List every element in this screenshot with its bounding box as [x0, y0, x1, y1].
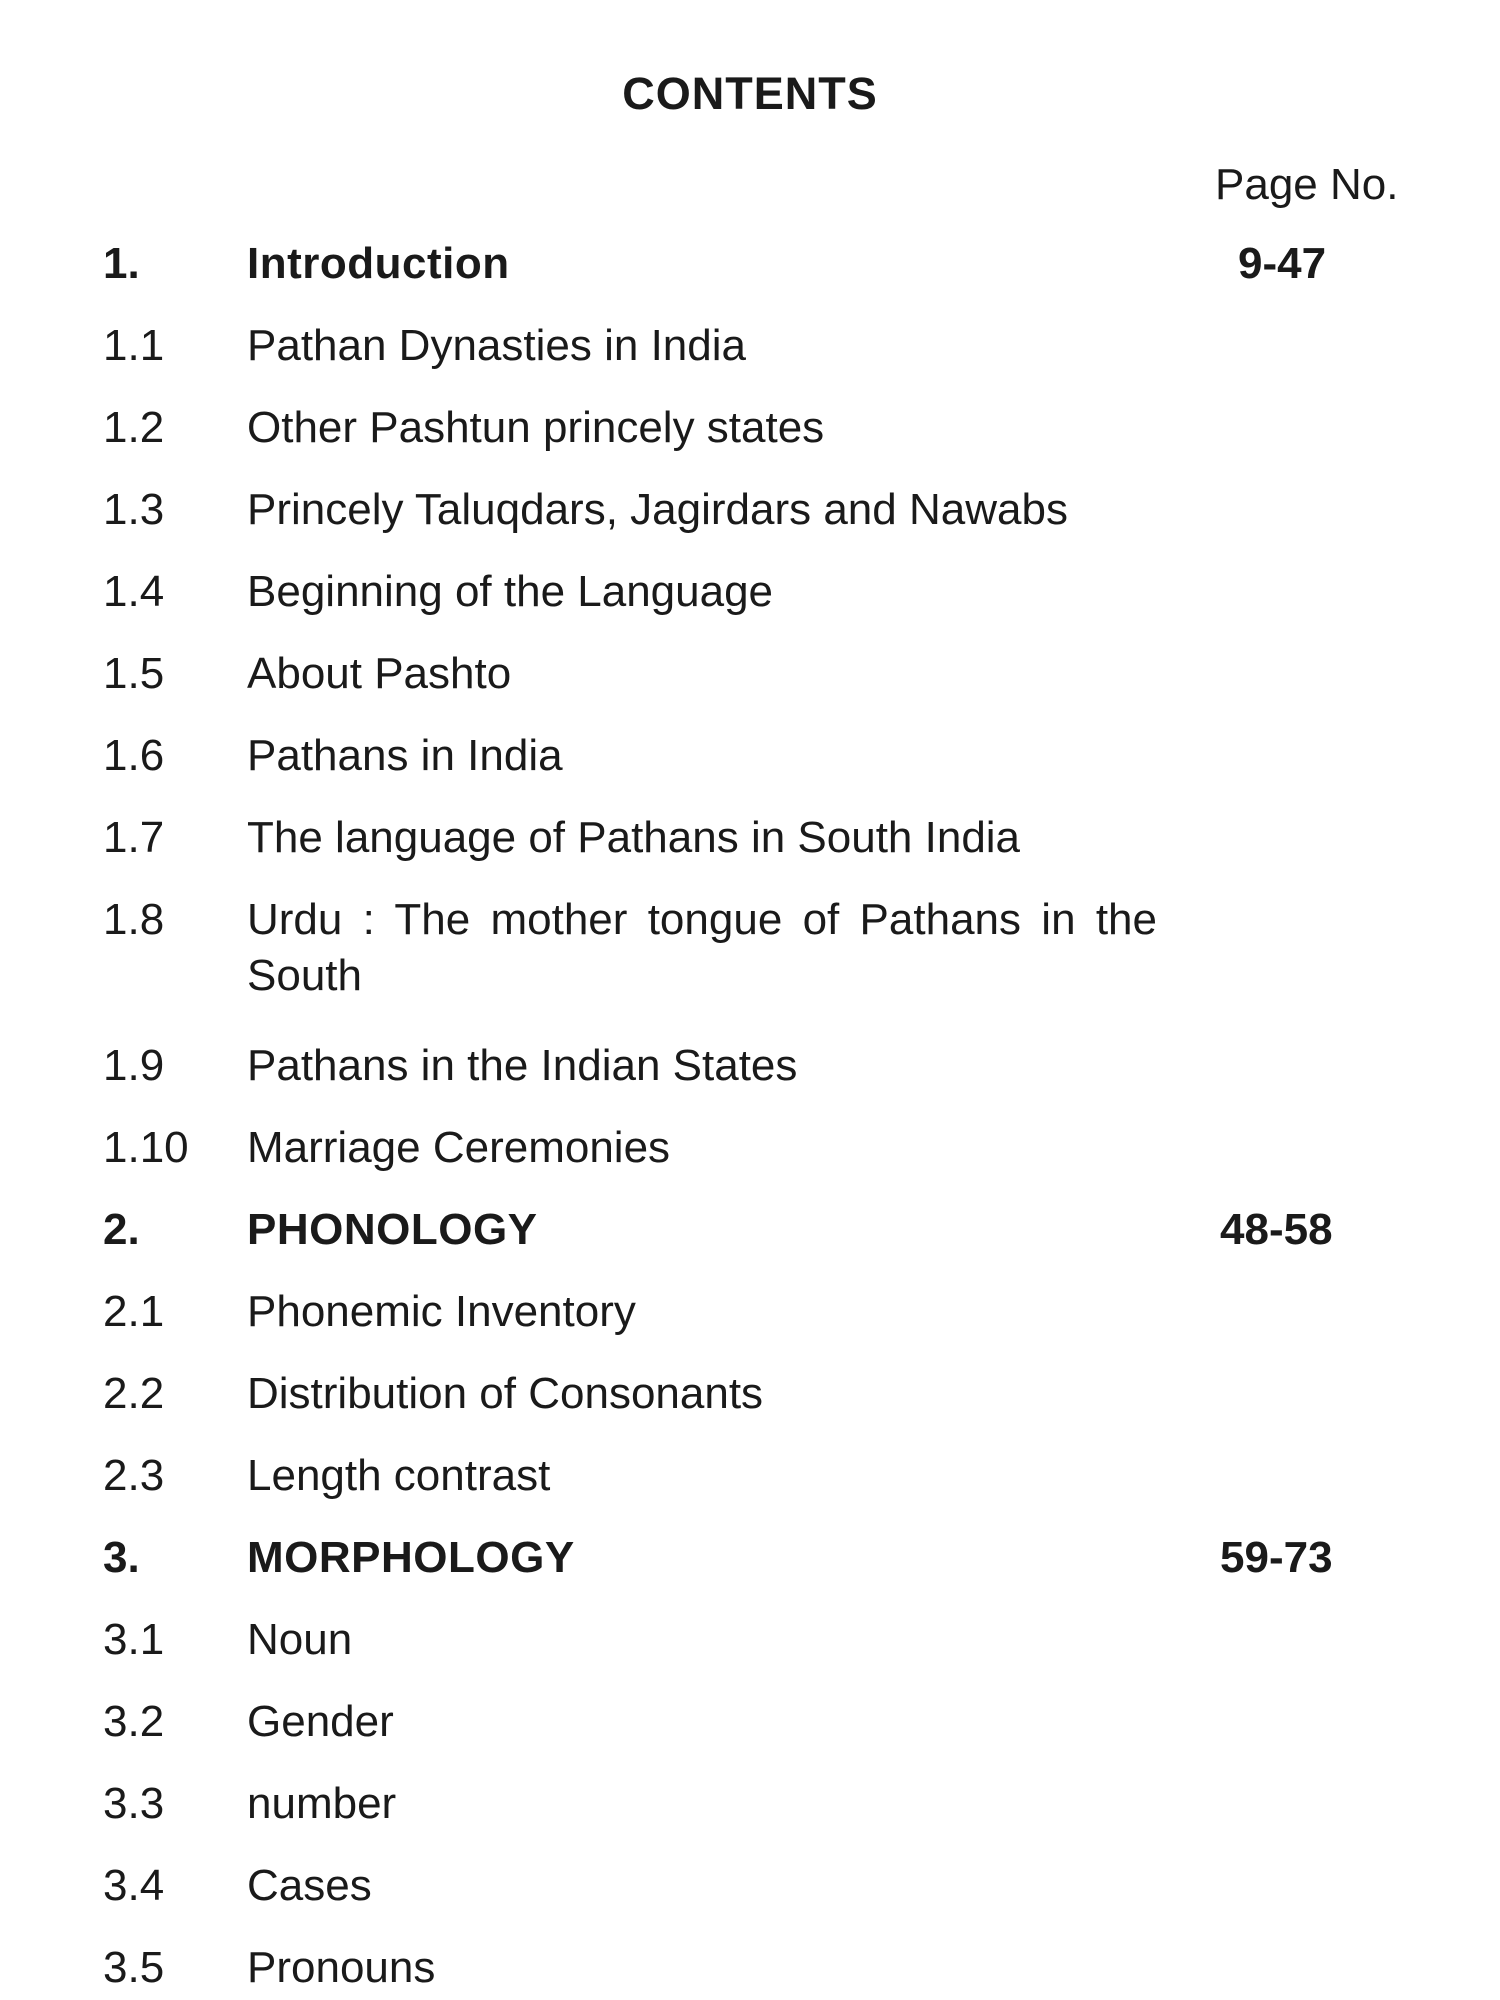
- toc-title: number: [247, 1779, 397, 1828]
- page-number-column-label: Page No.: [1215, 160, 1399, 209]
- toc-title: Pathans in the Indian States: [247, 1041, 798, 1090]
- toc-page-range: 48-58: [1220, 1205, 1333, 1254]
- toc-number: 3.5: [103, 1943, 165, 1992]
- toc-title: Introduction: [247, 239, 510, 288]
- toc-title: Gender: [247, 1697, 394, 1746]
- toc-number: 1.9: [103, 1041, 165, 1090]
- toc-number: 2.1: [103, 1287, 165, 1336]
- toc-title: MORPHOLOGY: [247, 1533, 575, 1582]
- toc-number: 1.: [103, 239, 140, 288]
- toc-number: 3.4: [103, 1861, 165, 1910]
- toc-title: Other Pashtun princely states: [247, 403, 825, 452]
- toc-title: Beginning of the Language: [247, 567, 774, 616]
- toc-title: About Pashto: [247, 649, 512, 698]
- toc-number: 1.3: [103, 485, 165, 534]
- toc-number: 1.10: [103, 1123, 189, 1172]
- toc-title: Pathans in India: [247, 731, 563, 780]
- toc-number: 1.4: [103, 567, 165, 616]
- toc-number: 3.2: [103, 1697, 165, 1746]
- toc-number: 2.: [103, 1205, 140, 1254]
- toc-title: The language of Pathans in South India: [247, 813, 1021, 862]
- toc-number: 3.1: [103, 1615, 165, 1664]
- page-heading: CONTENTS: [622, 68, 878, 119]
- toc-title: Princely Taluqdars, Jagirdars and Nawabs: [247, 485, 1068, 534]
- toc-page-range: 9-47: [1238, 239, 1327, 288]
- toc-title: Marriage Ceremonies: [247, 1123, 671, 1172]
- toc-number: 1.8: [103, 895, 165, 944]
- toc-number: 2.3: [103, 1451, 165, 1500]
- toc-title: Length contrast: [247, 1451, 551, 1500]
- toc-title: Pronouns: [247, 1943, 436, 1992]
- toc-title: Cases: [247, 1861, 372, 1910]
- toc-title: Phonemic Inventory: [247, 1287, 636, 1336]
- toc-number: 1.7: [103, 813, 165, 862]
- toc-number: 1.6: [103, 731, 165, 780]
- toc-number: 3.: [103, 1533, 140, 1582]
- toc-number: 3.3: [103, 1779, 165, 1828]
- toc-title: Urdu : The mother tongue of Pathans in the South: [247, 895, 1157, 1000]
- toc-title: Pathan Dynasties in India: [247, 321, 746, 370]
- toc-number: 1.2: [103, 403, 165, 452]
- toc-title: PHONOLOGY: [247, 1205, 538, 1254]
- toc-number: 1.1: [103, 321, 165, 370]
- toc-title: Distribution of Consonants: [247, 1369, 764, 1418]
- toc-page-range: 59-73: [1220, 1533, 1333, 1582]
- toc-number: 1.5: [103, 649, 165, 698]
- toc-number: 2.2: [103, 1369, 165, 1418]
- toc-title: Noun: [247, 1615, 353, 1664]
